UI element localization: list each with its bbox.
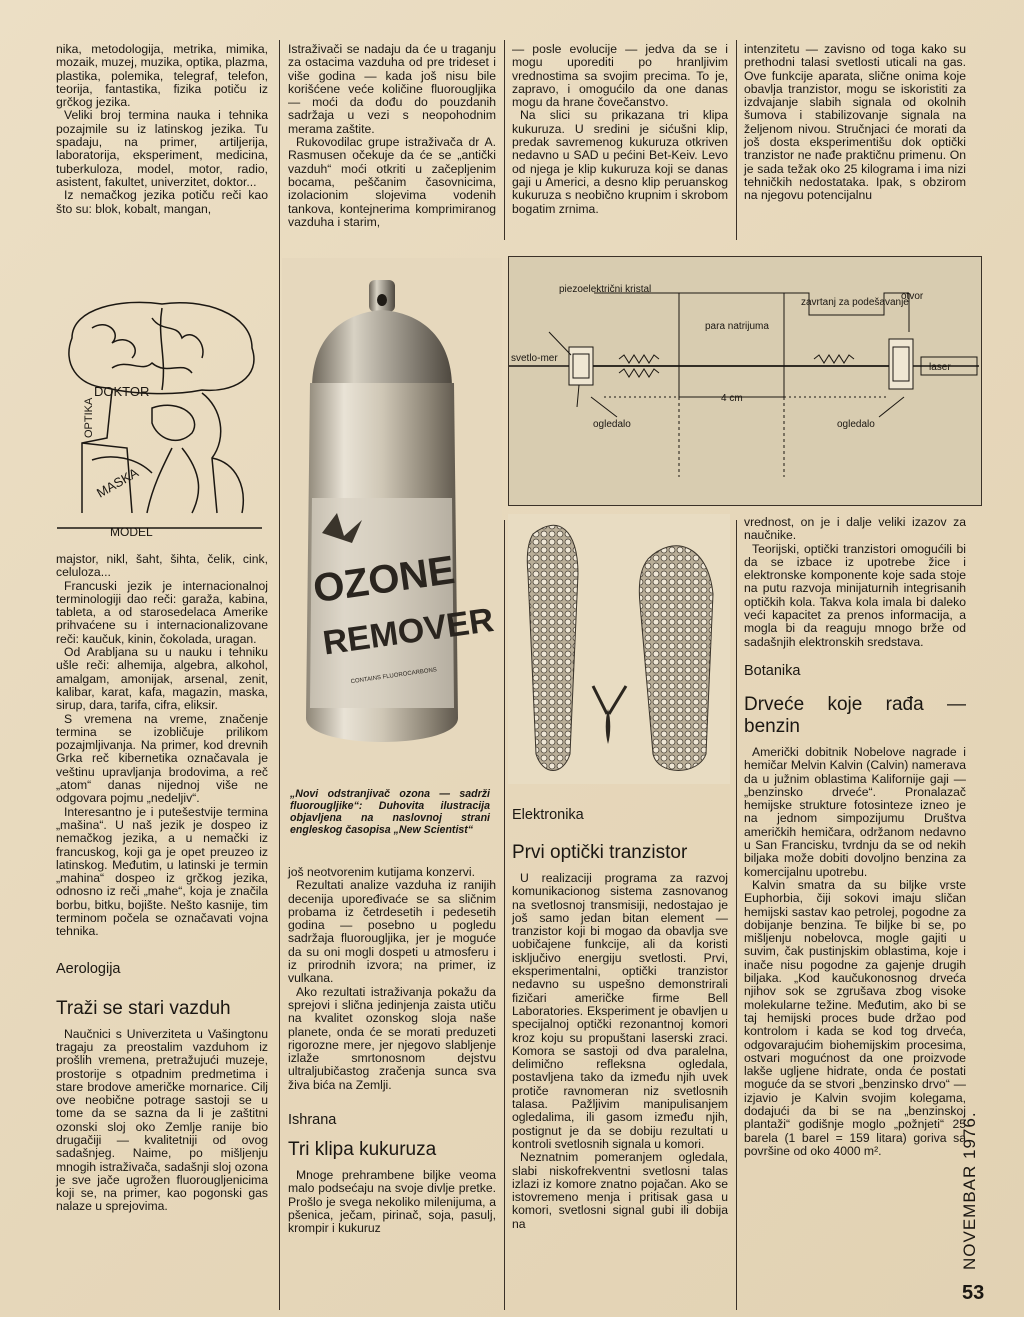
paragraph: vrednost, on je i dalje veliki izazov za naučnike.	[744, 515, 966, 543]
column-rule	[736, 40, 737, 240]
column-rule	[504, 520, 505, 1310]
paragraph: Američki dobitnik Nobelove nagrade i hemičar Melvin Kalvin (Calvin) namerava da u južnim oblastima Kalifornije gaji — „benzinsko drveće“. Pronalazač hemijske strukture fotosinteze izneo je na jednom simpozijumu Društva američkih hemičara, održanom nedavno u San Francisku, tvrdnju da se od nekih biljaka može dobiti dovoljno benzina za komercijalnu upotrebu.	[744, 744, 966, 879]
paragraph: još neotvorenim kutijama konzervi.	[288, 865, 475, 879]
column-4-bottom	[744, 516, 966, 1158]
section-label: Botanika	[744, 662, 801, 679]
paragraph: Naučnici s Univerziteta u Vašingtonu tragaju za preostalim vazduhom iz prošlih vremena, pretražujući muzeje, prostorije s otpadnim predmetima i stare brodove američke mornarice. Cilj ove neobične potrage sastoji se u tome da se sazna da li je zaštitni ozonski sloj oko Zemlje ranije bio drugačiji — kvalitetniji od ovog sadašnjeg. Naime, po mišljenju mnogih istraživača, sadašnji sloj ozona je sve jače ugrožen fluorougljenicima koji se, na primer, kao pogonski gas nalaze u sprejovima.	[56, 1026, 268, 1214]
diagram-label-distance: 4 cm	[721, 393, 743, 404]
column-rule	[504, 40, 505, 240]
spray-can-image	[282, 258, 502, 770]
paragraph: Veliki broj termina nauka i tehnika pozajmile su iz latinskog jezika. Tu spadaju, na primer, artiljerija, laboratorija, eksperiment, medicina, tuberkuloza, model, motor, radio, asistent, fakultet, univerzitet, doktor...	[56, 108, 268, 189]
spray-brand-remover: REMOVER	[320, 600, 497, 663]
paragraph: Na slici su prikazana tri klipa kukuruza. U sredini je sićušni klip, predak savremenog kukuruza otkriven nedavno u SAD u pećini Bet-Keiv. Levo od njega je klip kukuruza koji se danas gaji u Americi, a desno klip peruanskog kukuruza s neobično krupnim i skrobom bogatim zrnima.	[512, 108, 728, 216]
column-rule	[736, 520, 737, 1310]
diagram-label-para: para natrijuma	[705, 321, 769, 332]
cartoon-label-model: MODEL	[110, 525, 153, 539]
paragraph: Iz nemačkog jezika potiču reči kao što su: blok, kobalt, mangan,	[56, 188, 268, 216]
section-label: Ishrana	[288, 1112, 337, 1129]
diagram-label-ogledalo-left: ogledalo	[593, 419, 631, 430]
section-label: Elektronika	[512, 807, 584, 823]
article-headline: Prvi optički tranzistor	[512, 842, 688, 863]
optical-transistor-diagram	[508, 256, 982, 506]
diagram-label-piezo: piezoelektrični kristal	[559, 284, 652, 295]
column-3-top	[512, 43, 728, 216]
paragraph: — posle evolucije — jedva da se i mogu uporediti po hranljivim vrednostima sa svojim precima. To je, zapravo, i omogućilo da one danas mogu da hrane čovečanstvo.	[512, 42, 728, 110]
article-headline: Drveće koje rađa — benzin	[744, 693, 966, 737]
article-headline: Traži se stari vazduh	[56, 997, 231, 1019]
column-rule	[279, 40, 280, 1310]
cartoon-illustration	[52, 298, 270, 540]
column-2-bottom	[288, 866, 496, 1236]
paragraph: Kalvin smatra da su biljke vrste Euphorbia, čiji sokovi imaju sličan hemijski sastav kao petrolej, pogodne za dobijanje benzina. Te biljke bi se, po mišljenju nobelovca, mogle gajiti u suvim, čak pustinjskim oblastima, koje i inače nisu pogodne za gajenje drugih biljaka. „Kod kaučukonosnog drveća njihov sok se zgrušava zbog visoke molekularne težine. Međutim, ako bi se taj hemijski proces bude držao pod kontrolom i kada se kod tog drveća, odgovarajućim biohemijskim procesima, ostvari mogućnost da one proizvode lakše ugljene hidrate, onda će postati moguće da se stvori „benzinsko drvo“ — izjavio je Kalvin svojim kolegama, dodajući da bi se na „benzinskoj plantaži“ godišnje moglo „požnjeti“ 25 barela (1 barel = 159 litara) goriva sa površine od oko 4000 m².	[744, 877, 966, 1158]
paragraph: U realizaciji programa za razvoj komunikacionog sistema zasnovanog na svetlosnoj transmisiji, nedostajao je još samo jedan bitan element — tranzistor koji bi mogao da obavlja sve uobičajene funkcije, ali da koristi isključivo energiju svetlosti. Prvi, eksperimentalni, optički tranzistor nedavno su uspešno demonstrirali fizičari američke firme Bell Laboratories. Eksperiment je obavljen u specijalnoj optički rezonantnoj komori kroz koju su propuštani laserski zraci. Komora se sastoji od dva paralelna, delimično refleksna ogledala, postavljena tako da između njih uvek protiče ravnomeran niz svetlosnih talasa. Pažljivim manipulisanjem ogledalima, ili gasom između njih, postignut je da se dobiju rezultati u kontroli svetlosnih signala u komori.	[512, 871, 728, 1151]
cartoon-label-doktor: DOKTOR	[94, 384, 150, 399]
paragraph: Rukovodilac grupe istraživača dr A. Rasmusen očekuje da će se „antički vazduh“ moći otkriti u začepljenim bocama, peščanim časovnicima, izolacionim slojevima vodenih tankova, kontejnerima komprimiranog vazduha i starim,	[288, 135, 496, 229]
brain-cartoon	[52, 298, 270, 540]
column-2-top	[288, 43, 496, 229]
column-1-top	[56, 43, 268, 216]
diagram-label-laser: laser	[929, 362, 951, 373]
diagram-svg	[509, 257, 981, 505]
page-number: 53	[962, 1282, 985, 1304]
spray-caption	[290, 788, 490, 836]
paragraph: Od Arabljana su u nauku i tehniku ušle reči: alhemija, algebra, alkohol, amalgam, amonijak, arsenal, zenit, kalibar, karat, kafa, magazin, maska, sirup, dara, tarifa, cifra, eliksir.	[56, 645, 268, 713]
section-label: Aerologija	[56, 960, 121, 977]
corn-image	[508, 514, 730, 784]
column-1-bottom	[56, 553, 268, 1214]
diagram-label-svetlomer: svetlo-mer	[511, 353, 558, 364]
cartoon-label-optika: OPTIKA	[83, 397, 95, 438]
diagram-label-otvor: otvor	[901, 291, 924, 302]
article-headline: Tri klipa kukuruza	[288, 1139, 437, 1161]
paragraph: Interesantno je i putešestvije termina „mašina“. U naš jezik je dospeo iz nemačkog jezika, a u nemački iz francuskog, koji ga je opet preuzeo iz latinskog. Međutim, u latinski je termin „mahina“ dospeo iz grčkog jezika, odnosno iz reči „mahe“, koja je značila borbu, bitku, bojište. Nešto kasnije, tim terminom počela se označavati vojna tehnika.	[56, 804, 268, 939]
paragraph: S vremena na vreme, značenje termina se izobličuje prilikom pozajmljivanja. Na primer, kod drevnih Grka reč kibernetika označavala je veštinu upravljanja brodovima, a reč „atom“ danas nijednoj više ne odgovara pojmu „nedeljiv“.	[56, 711, 268, 806]
paragraph: Rezultati analize vazduha iz ranijih decenija upoređivaće se sa sličnim probama iz četrdesetih i pedesetih godina — posebno u pogledu sadržaja fluorougljika, jer je moguće da su oni mogli dospeti u atmosferu i iz prirodnih izvora; na primer, iz vulkana.	[288, 878, 496, 986]
spray-can-photo	[282, 258, 502, 770]
column-3-bottom	[512, 803, 728, 1231]
paragraph: nika, metodologija, metrika, mimika, mozaik, muzej, muzika, optika, plazma, plastika, polemika, telegraf, telefon, teorija, fantastika, fizika potiču iz grčkog jezika.	[56, 42, 269, 110]
paragraph: majstor, nikl, šaht, šihta, čelik, cink, celuloza...	[56, 552, 268, 580]
diagram-label-ogledalo-right: ogledalo	[837, 419, 875, 430]
paragraph: Mnoge prehrambene biljke veoma malo podsećaju na svoje divlje pretke. Prošlo je svega nekoliko milenijuma, a pšenica, ječam, pirinač, soja, pasulj, krompir i kukuruz	[288, 1168, 496, 1236]
paragraph: Istraživači se nadaju da će u traganju za ostacima vazduha od pre trideset i više godina — kada još nisu bile korišćene veće količine fluorougljika — moći da dođu do pouzdanih sadržaja u vezi s neopohodnim merama zaštite.	[288, 42, 496, 136]
column-4-top	[744, 43, 966, 203]
paragraph: Ako rezultati istraživanja pokažu da sprejovi i slična jedinjenja zaista utiču na kvalitet ozonskog sloja naše planete, onda će se morati preduzeti rigorozne mere, jer njegovo slabljenje izlaže smrtonosnom dejstvu ultraljubičastog zračenja sunca sva živa bića na Zemlji.	[288, 984, 496, 1092]
paragraph: Teorijski, optički tranzistori omogućili bi da se izbace iz upotrebe žice i elektronske komponente koje sada stoje na putu razvoja minijaturnih integrisanih optičkih kola. Takva kola imala bi daleko veći kapacitet za prenos informacija, a mogla bi da reaguju mnogo brže od sadašnjih elektronskih sredstava.	[744, 541, 966, 649]
issue-date: NOVEMBAR 1976.	[960, 1111, 979, 1270]
caption-text: „Novi odstranjivač ozona — sadrži fluorougljike“: Duhovita ilustracija objavljena na naslovnoj strani engleskog časopisa „New Scientist“	[290, 788, 490, 836]
diagram-label-zavrtanj: zavrtanj za podešavanje	[801, 297, 909, 308]
cartoon-label-maska: MASKA	[94, 464, 141, 501]
page-footer	[962, 1110, 1002, 1310]
paragraph: Neznatnim pomeranjem ogledala, slabi niskofrekventni svetlosni talas izlazi iz komore znatno pojačan. Ako se istovremeno menja i pritisak gasa u komori, svetlosni signal gubi ili dobija na	[512, 1150, 728, 1231]
paragraph: intenzitetu — zavisno od toga kako su prethodni talasi svetlosti uticali na gas. Ove funkcije aparata, slične onima koje obavlja tranzistor, mogu se iskoristiti za izdvajanje slabih signala od okolnih šumova i stabilizovanje signala na željenom nivou. Stručnjaci će morati da još dosta eksperimentišu dok optički tranzistor ne nađe praktičnu primenu. On je sada težak oko 25 kilograma i ima nizi tehničkih nedostataka. Ipak, s obzirom na njegovu potencijalnu	[744, 42, 966, 203]
spray-small-text: CONTAINS FLUOROCARBONS	[350, 667, 438, 686]
spray-brand-ozone: OZONE	[310, 547, 458, 612]
corn-photo	[508, 514, 730, 784]
paragraph: Francuski jezik je internacionalnoj terminologiji dao reči: garaža, kabina, tableta, a od starosedelaca Amerike prihvaćene su i internacionalizovane reči: kaučuk, kinin, čokolada, uragan.	[56, 578, 268, 646]
